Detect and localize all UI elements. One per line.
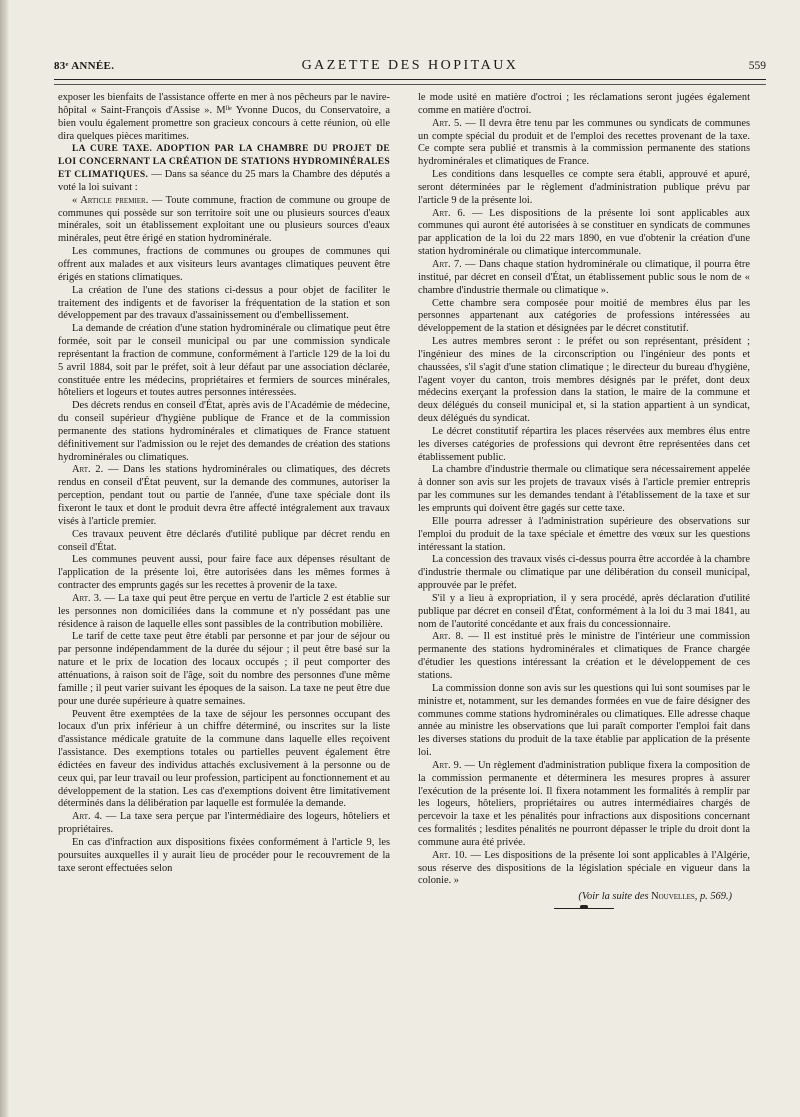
article-7 xyxy=(418,259,750,298)
article-label: Art. 5. xyxy=(432,117,462,129)
paragraph: Les communes peuvent aussi, pour faire face aux dépenses résultant de l'application de la présente loi, être autorisées dans les mêmes formes à contracter des emprunts gagés sur les recettes à provenir de la taxe. xyxy=(58,554,390,592)
article-text: — Les dispositions de la présente loi sont applicables aux communes qui auront été autorisées à se constituer en syndicats de communes par application de la loi du 22 mars 1890, en vue d'obtenir la création d'une station hydrominérale ou climatique intercommunale. xyxy=(418,207,750,258)
paragraph: La demande de création d'une station hydrominérale ou climatique peut être formée, soit par le conseil municipal ou par une commission syndicale représentant la fraction de commune, conformément à l'article 129 de la loi du 5 avril 1884, soit par le préfet, soit à leur défaut par une association déclarée, constituée entre les médecins, propriétaires et fermiers de sources minérales, hôteliers et logeurs et toutes autres personnes intéressées. xyxy=(58,323,390,399)
paragraph: S'il y a lieu à expropriation, il y sera procédé, après déclaration d'utilité publique par décret en conseil d'État, conformément à la loi du 3 mai 1841, au nom de l'autorité concédante et aux frais du concessionnaire. xyxy=(418,592,750,630)
article-label: Art. 9. xyxy=(432,759,462,771)
paragraph: le mode usité en matière d'octroi ; les réclamations seront jugées également comme en matière d'octroi. xyxy=(418,92,750,116)
end-ornament xyxy=(554,908,614,912)
continuation-note xyxy=(418,891,750,904)
paragraph: Elle pourra adresser à l'administration supérieure des observations sur l'emploi du produit de la taxe spéciale et émettre des vœux sur les questions intéressant la station. xyxy=(418,515,750,553)
paragraph: Le tarif de cette taxe peut être établi par personne et par jour de séjour ou par personne indépendamment de la durée du séjour ; il peut être basé sur la nature et le prix de location des locaux occupés ; il peut comporter des atténuations, à raison soit de l'âge, soit du nombre des personnes d'une même famille ; il peut varier suivant les époques de la saison. La taxe ne peut être due pour une durée supérieure à quatre semaines. xyxy=(58,631,390,707)
paragraph: Les communes, fractions de communes ou groupes de communes qui offrent aux malades et aux visiteurs leurs avantages climatiques peuvent être érigés en stations climatiques. xyxy=(58,246,390,283)
continuation-suffix: , p. 569.) xyxy=(694,891,732,903)
left-column xyxy=(58,92,390,875)
article-9 xyxy=(418,760,750,850)
section-intro: — Dans sa séance du 25 mars la Chambre des députés a voté la loi suivant : xyxy=(58,169,390,193)
article-2 xyxy=(58,464,390,528)
article-3 xyxy=(58,593,390,632)
article-6 xyxy=(418,208,750,259)
paragraph: Peuvent être exemptées de la taxe de séjour les personnes occupant des locaux d'un prix inférieur à un chiffre déterminé, ou inscrites sur la liste d'assistance médicale gratuite de la commune dans laquelle elles reçoivent l'assistance. Des exemptions totales ou partielles peuvent également être édictées en faveur des individus attachés exclusivement à la personne ou de ceux qui, par leur travail ou leur profession, participent au fonctionnement et au développement de la station. Les cas d'exemptions doivent être limitativement déterminés dans la délibération par laquelle est formulée la demande. xyxy=(58,708,390,810)
article-label: Art. 8. xyxy=(432,631,464,643)
article-4 xyxy=(58,811,390,837)
paragraph: La chambre d'industrie thermale ou climatique sera nécessairement appelée à donner son avis sur les projets de travaux visés à l'article premier entrepris par les communes sur les demandes tendant à l'établissement de la taxe et sur les emprunts qui doivent être gagés sur cette taxe. xyxy=(418,464,750,514)
article-label: Art. 10. xyxy=(432,849,468,861)
section-heading-paragraph xyxy=(58,143,390,194)
continuation-section: Nouvelles xyxy=(651,891,695,903)
continuation-prefix: (Voir la suite des xyxy=(578,891,652,903)
article-text: — La taxe sera perçue par l'intermédiaire des logeurs, hôteliers et propriétaires. xyxy=(58,811,390,836)
article-label: Art. 7. xyxy=(432,258,462,270)
article-label: Art. 2. xyxy=(72,464,104,476)
article-5 xyxy=(418,118,750,169)
header-rule-thick xyxy=(54,79,766,80)
paragraph: Ces travaux peuvent être déclarés d'utilité publique par décret rendu en conseil d'État. xyxy=(58,528,390,553)
article-text: — Les dispositions de la présente loi sont applicables à l'Algérie, sous réserve des dispositions de la législation spéciale en vigueur dans la colonie. » xyxy=(418,849,750,887)
article-text: — La taxe qui peut être perçue en vertu de l'article 2 est établie sur les personnes non domiciliées dans la commune et n'y possédant pas une résidence à raison de laquelle elles sont passibles de la contribution mobilière. xyxy=(58,592,390,630)
article-label: « Article premier. xyxy=(72,194,149,206)
article-text: — Il devra être tenu par les communes ou syndicats de communes un compte spécial du produit et de l'emploi des recettes provenant de la taxe. Ce compte sera publié et transmis à la commission permanente des stations hydrominérales et climatiques de France. xyxy=(418,117,750,168)
section-title: LA CURE TAXE. ADOPTION PAR LA CHAMBRE DU PROJET DE LOI CONCERNANT LA CRÉATION DE STATIONS HYDROMINÉRALES ET CLIMATIQUES. xyxy=(58,144,390,181)
article-text: — Il est institué près le ministre de l'intérieur une commission permanente des stations hydrominérales et climatiques de France chargée d'étudier les questions intéressant la création et le développement de ces stations. xyxy=(418,631,750,681)
paragraph: La création de l'une des stations ci-dessus a pour objet de faciliter le traitement des indigents et de favoriser la fréquentation de la station et son développement par des travaux d'assainissement ou d'embellissement. xyxy=(58,284,390,322)
paragraph: Des décrets rendus en conseil d'État, après avis de l'Académie de médecine, du conseil supérieur d'hygiène publique de France et de la commission permanente des stations hydrominérales et climatiques de France statuent définitivement sur l'admission ou le rejet des demandes de création des stations hydrominérales ou climatiques. xyxy=(58,400,390,463)
article-10 xyxy=(418,850,750,889)
header-rule-thin xyxy=(54,84,766,85)
article-text: — Toute commune, fraction de commune ou groupe de communes qui possède sur son territoire soit une ou plusieurs sources d'eaux minérales, soit un établissement exploitant une ou plusieurs sources d'eaux minérales, peut être érigé en station hydrominérale. xyxy=(58,194,390,245)
paragraph: La commission donne son avis sur les questions qui lui sont soumises par le ministre et, notamment, sur les demandes formées en vue de faire désigner des communes comme stations hydrominérales ou climatiques. Elle adresse chaque année au ministre les observations que lui paraît comporter l'emploi fait dans les diverses stations du produit de la taxe établie par application de la présente loi. xyxy=(418,682,750,759)
right-column xyxy=(418,92,750,912)
article-text: — Un règlement d'administration publique fixera la composition de la commission permanente et déterminera les mesures propres à assurer l'exécution de la présente loi. Il fixera notamment les formalités à remplir par les logeurs, hôteliers, propriétaires ou autres intermédiaires chargés de percevoir la taxe et les pénalités pour infractions aux dispositions concernant ces formalités ; lesdites pénalités ne pourront dépasser le triple du droit dont la commune aura été privée. xyxy=(418,759,750,848)
paragraph: En cas d'infraction aux dispositions fixées conformément à l'article 9, les poursuites auxquelles il y aurait lieu de procéder pour le recouvrement de la taxe seront effectuées selon xyxy=(58,836,390,874)
page-header xyxy=(54,60,766,80)
paragraph: La concession des travaux visés ci-dessus pourra être accordée à la chambre d'industrie thermale ou climatique par une délibération du conseil municipal, approuvée par le préfet. xyxy=(418,554,750,592)
page-number: 559 xyxy=(748,60,766,72)
article-label: Art. 6. xyxy=(432,207,466,219)
paragraph: exposer les bienfaits de l'assistance offerte en mer à nos pêcheurs par le navire-hôpital « Saint-François d'Assise ». Mˡˡᵉ Yvonne Ducos, du Conservatoire, a bien voulu également promettre son gracieux concours à cette réunion, où elle dira quelques pièces maritimes. xyxy=(58,92,390,142)
article-text: — Dans chaque station hydrominérale ou climatique, il pourra être institué, par décret en conseil d'État, un établissement public sous le nom de « chambre d'industrie thermale ou climatique ». xyxy=(418,258,750,296)
article-label: Art. 3. xyxy=(72,592,102,604)
paragraph: Les autres membres seront : le préfet ou son représentant, président ; l'ingénieur des mines de la circonscription ou l'ingénieur des ponts et chaussées, s'il s'agit d'une station climatique ; le directeur du bureau d'hygiène, l'agent voyer du canton, trois membres désignés par le préfet, dont deux médecins exerçant la profession dans la station, le maire de la commune et deux délégués du conseil municipal et, si la station appartient à un syndicat, deux délégués du syndicat. xyxy=(418,336,750,425)
article-label: Art. 4. xyxy=(72,811,103,823)
edition-label: 83ᵉ ANNÉE. xyxy=(54,60,115,72)
article-8 xyxy=(418,631,750,682)
article-text: — Dans les stations hydrominérales ou climatiques, des décrets rendus en conseil d'État peuvent, sur la demande des communes, autoriser la perception, pendant tout ou partie de l'année, d'une taxe spéciale dont ils fixeront le taux et dont le produit devra être affecté intégralement aux travaux visés à l'article premier. xyxy=(58,464,390,527)
page-binding-edge xyxy=(0,0,9,1117)
paragraph: Cette chambre sera composée pour moitié de membres élus par les personnes appartenant aux catégories de professions intéressées au développement de la station et désignées par le décret constitutif. xyxy=(418,297,750,335)
paragraph: Les conditions dans lesquelles ce compte sera établi, approuvé et apuré, seront déterminées par le règlement d'administration publique prévu par l'article 9 de la présente loi. xyxy=(418,169,750,206)
article-1 xyxy=(58,195,390,246)
paragraph: Le décret constitutif répartira les places réservées aux membres élus entre les diverses catégories de professions qui devront être représentées dans cet établissement public. xyxy=(418,425,750,463)
journal-title: GAZETTE DES HOPITAUX xyxy=(301,58,519,73)
